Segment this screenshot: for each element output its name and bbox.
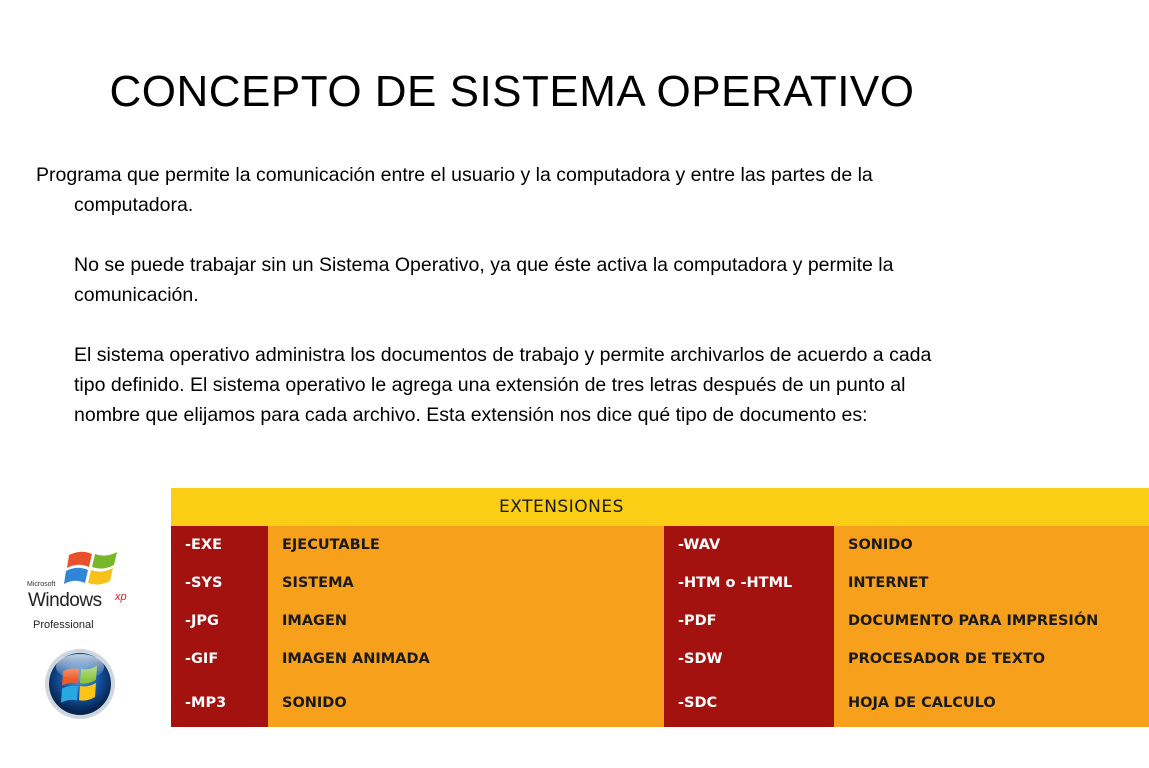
table-header: EXTENSIONES: [171, 488, 1149, 526]
table-row: [171, 526, 1149, 564]
windows-flag-icon: [65, 545, 125, 593]
extension-code: -SDW: [664, 640, 834, 678]
table-row: [171, 640, 1149, 678]
extension-description: SISTEMA: [268, 564, 664, 602]
vista-orb-graphic: [36, 647, 124, 721]
extension-description: IMAGEN ANIMADA: [268, 640, 664, 678]
extension-code: -GIF: [171, 640, 268, 678]
extension-code: -SDC: [664, 678, 834, 727]
extension-description: SONIDO: [268, 678, 664, 727]
extension-description: IMAGEN: [268, 602, 664, 640]
extension-description: HOJA DE CALCULO: [834, 678, 1149, 727]
extension-code: -HTM o -HTML: [664, 564, 834, 602]
extension-description: SONIDO: [834, 526, 1149, 564]
extension-code: -MP3: [171, 678, 268, 727]
xp-superscript-text: xp: [115, 591, 127, 603]
extension-code: -PDF: [664, 602, 834, 640]
xp-edition-text: Professional: [33, 619, 94, 631]
xp-microsoft-text: Microsoft: [27, 581, 56, 588]
body-text: [36, 160, 956, 430]
extension-code: -WAV: [664, 526, 834, 564]
extension-code: -EXE: [171, 526, 268, 564]
extension-description: INTERNET: [834, 564, 1149, 602]
extension-description: PROCESADOR DE TEXTO: [834, 640, 1149, 678]
extension-code: -SYS: [171, 564, 268, 602]
extension-code: -JPG: [171, 602, 268, 640]
extensions-table: [171, 488, 1149, 727]
xp-windows-text: Windows: [28, 590, 102, 611]
paragraph-definition: Programa que permite la comunicación entre el usuario y la computadora y entre las partes de la computadora.: [36, 164, 873, 216]
paragraph-requirement: No se puede trabajar sin un Sistema Operativo, ya que éste activa la computadora y permite la comunicación.: [74, 254, 894, 306]
paragraph-extensions: El sistema operativo administra los documentos de trabajo y permite archivarlos de acuerdo a cada tipo definido. El sistema operativo le agrega una extensión de tres letras después de un punto al nombre que elijamos para cada archivo. Esta extensión nos dice qué tipo de documento es:: [74, 344, 932, 426]
extension-description: EJECUTABLE: [268, 526, 664, 564]
windows-xp-logo: [25, 545, 137, 637]
slide-title: CONCEPTO DE SISTEMA OPERATIVO: [109, 67, 915, 116]
extension-description: DOCUMENTO PARA IMPRESIÓN: [834, 602, 1149, 640]
table-row: [171, 564, 1149, 602]
table-row: [171, 678, 1149, 727]
windows-vista-orb-icon: [36, 647, 124, 721]
table-row: [171, 602, 1149, 640]
